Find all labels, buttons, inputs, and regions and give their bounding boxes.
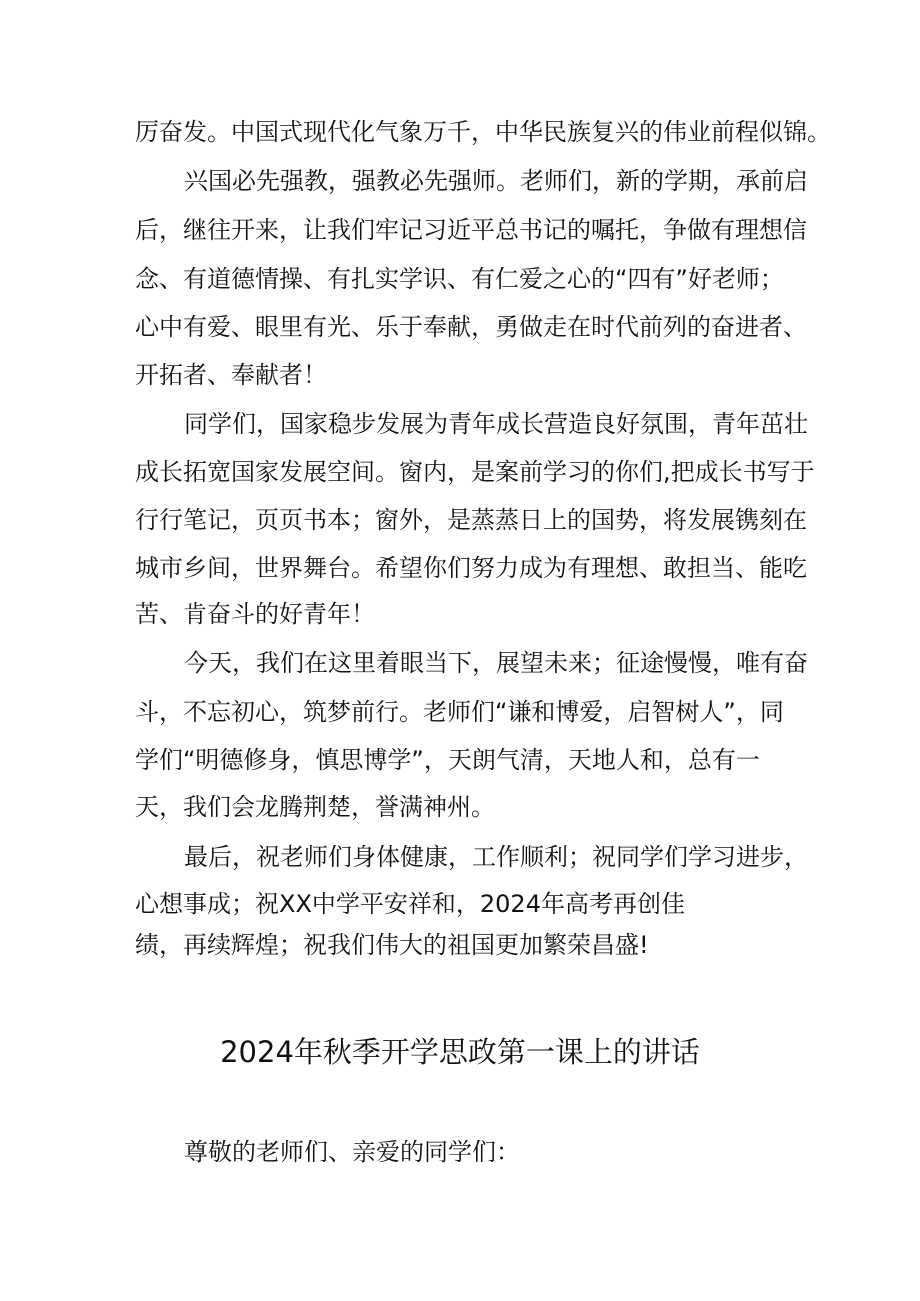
paragraph-start-line: 同学们，国家稳步发展为青年成长营造良好氛围，青年茁壮 (184, 410, 808, 438)
text-line: 天，我们会龙腾荆楚，誉满神州。 (135, 793, 495, 821)
document-title: 2024年秋季开学思政第一课上的讲话 (220, 1035, 700, 1069)
paragraph-start-line: 今天，我们在这里着眼当下，展望未来；征途慢慢，唯有奋 (184, 649, 808, 677)
text-line: 心中有爱、眼里有光、乐于奉献，勇做走在时代前列的奋进者、 (135, 313, 807, 341)
text-line: 念、有道德情操、有扎实学识、有仁爱之心的“四有”好老师； (135, 265, 784, 293)
text-line: 后，继往开来，让我们牢记习近平总书记的嘱托，争做有理想信 (135, 216, 807, 244)
text-line: 开拓者、奉献者！ (135, 361, 327, 389)
text-line: 心想事成；祝XX中学平安祥和，2024年高考再创佳 (135, 890, 685, 918)
text-line: 成长拓宽国家发展空间。窗内，是案前学习的你们,把成长书写于 (135, 458, 815, 486)
paragraph-start-line: 兴国必先强教，强教必先强师。老师们，新的学期，承前启 (184, 167, 808, 195)
text-line: 学们“明德修身，慎思博学”，天朗气清，天地人和，总有一 (135, 746, 760, 774)
paragraph-start-line: 最后，祝老师们身体健康，工作顺利；祝同学们学习进步， (184, 843, 808, 871)
salutation: 尊敬的老师们、亲爱的同学们： (184, 1138, 520, 1166)
text-line: 厉奋发。中国式现代化气象万千，中华民族复兴的伟业前程似锦。 (135, 118, 831, 146)
text-line: 城市乡间，世界舞台。希望你们努力成为有理想、敢担当、能吃 (135, 554, 807, 582)
text-line: 行行笔记，页页书本；窗外，是蒸蒸日上的国势，将发展镌刻在 (135, 506, 807, 534)
text-line: 绩，再续辉煌；祝我们伟大的祖国更加繁荣昌盛! (135, 931, 649, 959)
text-line: 苦、肯奋斗的好青年！ (135, 600, 375, 628)
text-line: 斗，不忘初心，筑梦前行。老师们“谦和博爱，启智树人”，同 (135, 698, 784, 726)
